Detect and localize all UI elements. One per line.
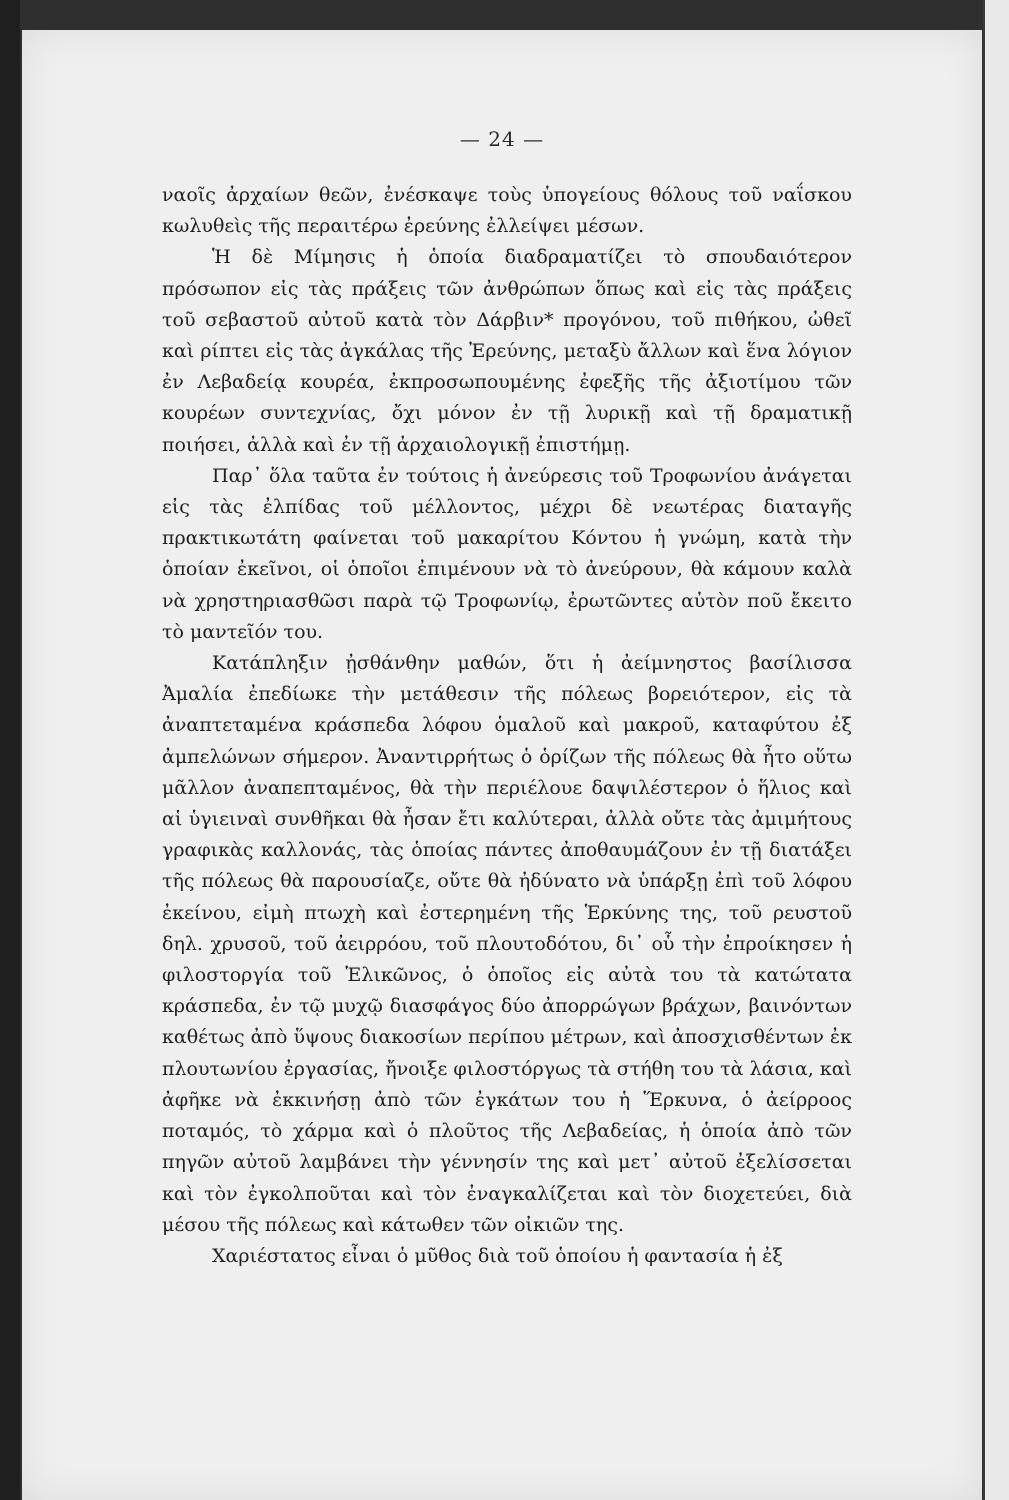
page-number: — 24 — — [459, 127, 545, 151]
paragraph-trophonios: Παρ᾽ ὅλα ταῦτα ἐν τούτοις ἡ ἀνεύρεσις τοῦ Τροφωνίου ἀνάγεται εἰς τὰς ἐλπίδας τοῦ μέλλοντος, μέχρι δὲ νεωτέρας διαταγῆς πρακτικωτάτη φαίνεται τοῦ μακαρίτου Κόντου ἡ γνώμη, κατὰ τὴν ὁποίαν ἐκεῖνοι, οἱ ὁποῖοι ἐπιμένουν νὰ τὸ ἀνεύρουν, θὰ κάμουν καλὰ νὰ χρηστηριασθῶσι παρὰ τῷ Τροφωνίῳ, ἐρωτῶντες αὐτὸν ποῦ ἔκειτο τὸ μαντεῖόν του. — [162, 464, 852, 643]
paragraph-amalia: Κατάπληξιν ᾐσθάνθην μαθών, ὅτι ἡ ἀείμνηστος βασίλισσα Ἀμαλία ἐπεδίωκε τὴν μετάθεσιν τῆς πόλεως βορειότερον, εἰς τὰ ἀναπτεταμένα κράσπεδα λόφου ὁμαλοῦ καὶ μακροῦ, καταφύτου ἐξ ἀμπελώνων σήμερον. Ἀναντιρρήτως ὁ ὁρίζων τῆς πόλεως θὰ ἦτο οὕτω μᾶλλον ἀναπεπταμένος, θὰ τὴν περιέλουε δαψιλέστερον ὁ ἥλιος καὶ αἱ ὑγιειναὶ συνθῆκαι θὰ ἦσαν ἔτι καλύτεραι, ἀλλὰ οὔτε τὰς ἀμιμήτους γραφικὰς καλλονάς, τὰς ὁποίας πάντες ἀποθαυμάζουν ἐν τῇ διατάξει τῆς πόλεως θὰ παρουσίαζε, οὔτε θὰ ἠδύνατο νὰ ὑπάρξῃ ἐπὶ τοῦ λόφου ἐκείνου, εἰμὴ πτωχὴ καὶ ἐστερημένη τῆς Ἑρκύνης της, τοῦ ρευστοῦ δηλ. χρυσοῦ, τοῦ ἀειρρόου, τοῦ πλουτοδότου, δι᾽ οὗ τὴν ἐπροίκησεν ἡ φιλοστοργία τοῦ Ἑλικῶνος, ὁ ὁποῖος εἰς αὐτὰ του τὰ κατώτατα κράσπεδα, ἐν τῷ μυχῷ διασφάγος δύο ἀπορρώγων βράχων, βαινόντων καθέτως ἀπὸ ὕψους διακοσίων περίπου μέτρων, καὶ ἀποσχισθέντων ἐκ πλουτωνίου ἐργασίας, ἤνοιξε φιλοστόργως τὰ στήθη του τὰ λάσια, καὶ ἀφῆκε νὰ ἐκκινήσῃ ἀπὸ τῶν ἐγκάτων του ἡ Ἕρκυνα, ὁ ἀείρροος ποταμός, τὸ χάρμα καὶ ὁ πλοῦτος τῆς Λεβαδείας, ἡ ὁποία ἀπὸ τῶν πηγῶν αὐτοῦ λαμβάνει τὴν γέννησίν της καὶ μετ᾽ αὐτοῦ ἐξελίσσεται καὶ τὸν ἐγκολποῦται καὶ τὸν ἐναγκαλίζεται καὶ τὸν διοχετεύει, διὰ μέσου τῆς πόλεως καὶ κάτωθεν τῶν οἰκιῶν της. — [162, 652, 852, 1236]
scan-right-edge — [985, 0, 1009, 1500]
paragraph-myth: Χαριέστατος εἶναι ὁ μῦθος διὰ τοῦ ὁποίου ἡ φαντασία ἡ ἐξ — [212, 1244, 783, 1267]
book-page — [22, 30, 982, 1500]
scan-left-edge — [0, 0, 20, 1500]
page-body-text — [162, 180, 852, 1272]
paragraph-mimesis: Ἡ δὲ Μίμησις ἡ ὁποία διαδραματίζει τὸ σπουδαιότερον πρόσωπον εἰς τὰς πράξεις τῶν ἀνθρώπων ὅπως καὶ εἰς τὰς πράξεις τοῦ σεβαστοῦ αὐτοῦ κατὰ τὸν Δάρβιν* προγόνου, τοῦ πιθήκου, ὠθεῖ καὶ ρίπτει εἰς τὰς ἀγκάλας τῆς Ἐρεύνης, μεταξὺ ἄλλων καὶ ἕνα λόγιον ἐν Λεβαδείᾳ κουρέα, ἐκπροσωπουμένης ἐφεξῆς τῆς ἀξιοτίμου τῶν κουρέων συντεχνίας, ὄχι μόνον ἐν τῇ λυρικῇ καὶ τῇ δραματικῇ ποιήσει, ἀλλὰ καὶ ἐν τῇ ἀρχαιολογικῇ ἐπιστήμῃ. — [162, 246, 852, 456]
paragraph-continuation: ναοῖς ἀρχαίων θεῶν, ἐνέσκαψε τοὺς ὑπογείους θόλους τοῦ ναΐσκου κωλυθεὶς τῆς περαιτέρω ἐρεύνης ἐλλείψει μέσων. — [162, 184, 852, 238]
